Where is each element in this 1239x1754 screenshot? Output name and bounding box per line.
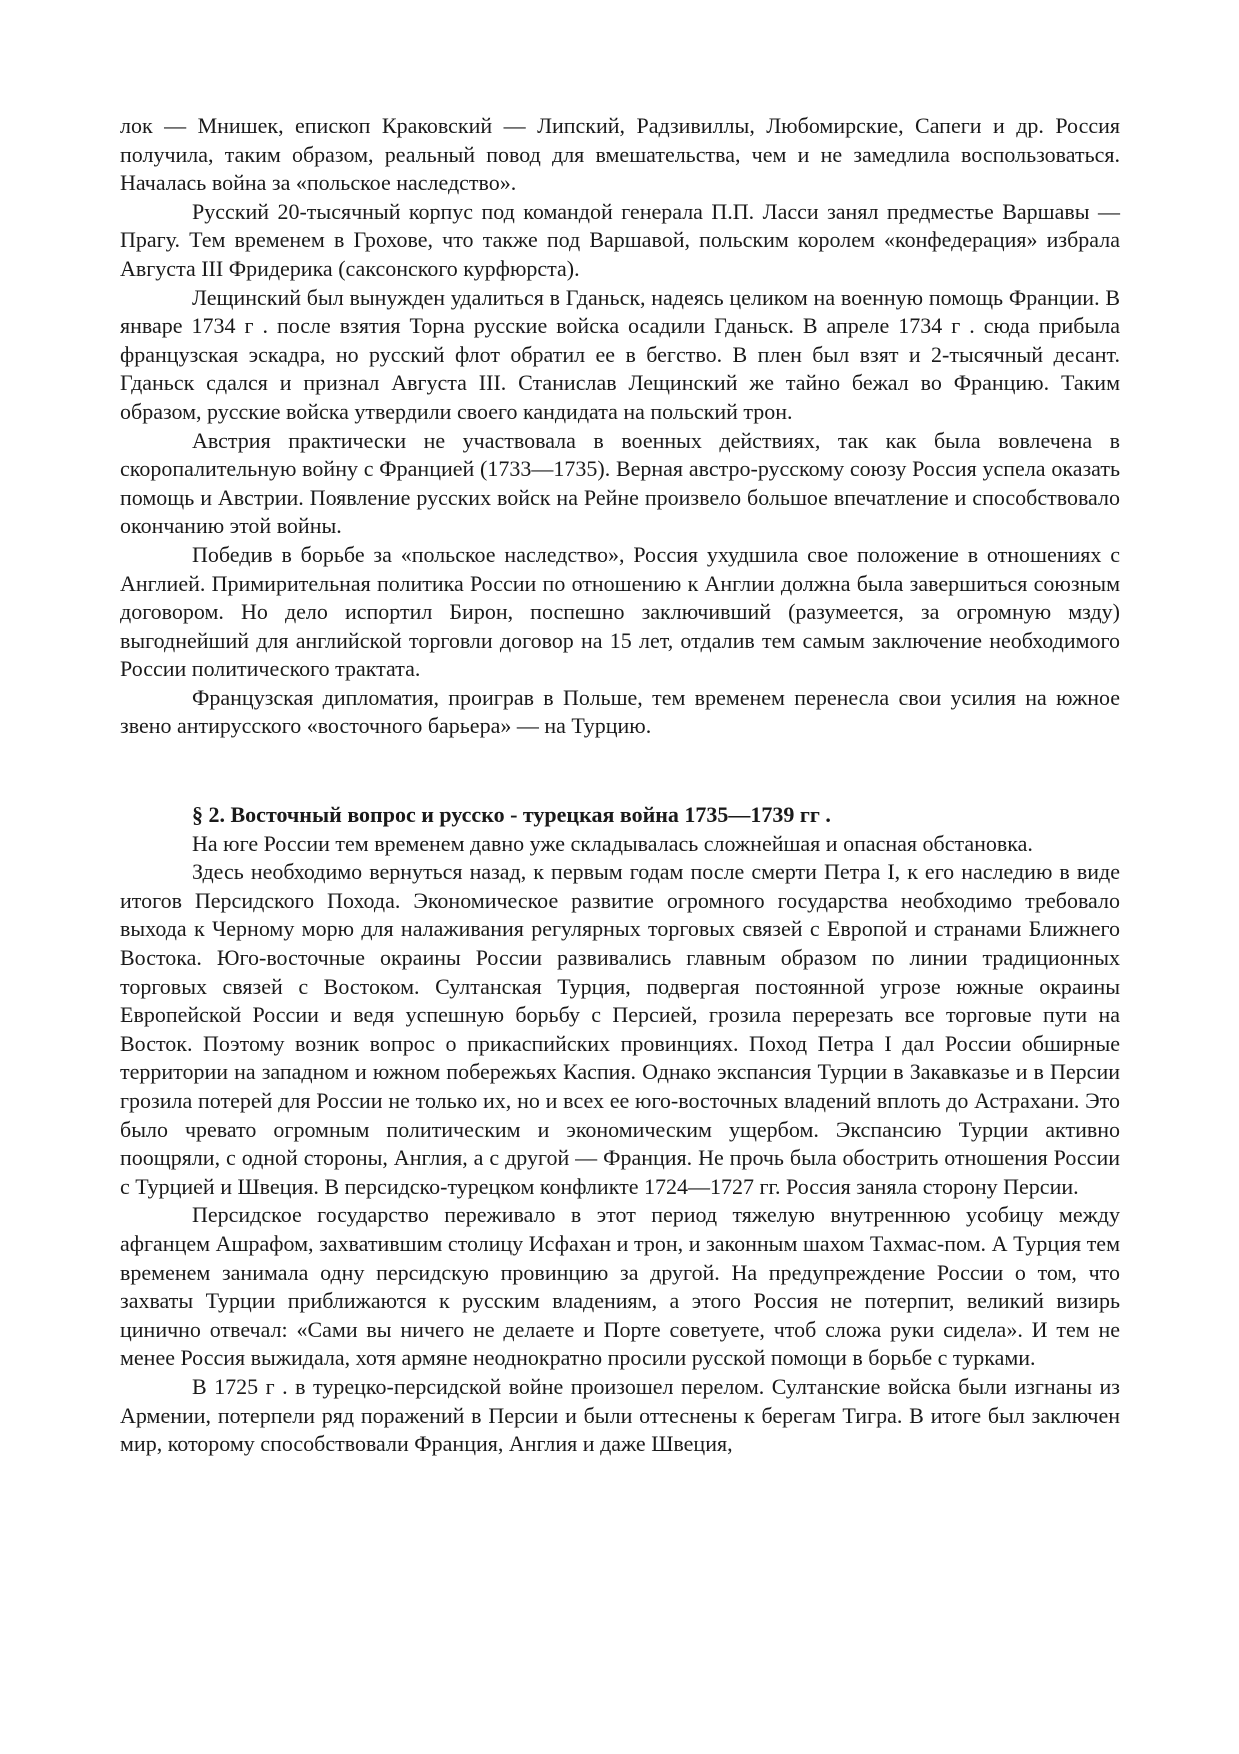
paragraph: Победив в борьбе за «польское наследство», Россия ухудшила свое положение в отношениях с Англией. Примирительная политика России по отношению к Англии должна была завершиться союзным договором. Но дело испортил Бирон, поспешно заключивший (разумеется, за огромную мзду) выгоднейший для английской торговли договор на 15 лет, отдалив тем самым заключение необходимого России политического трактата. (120, 541, 1120, 682)
paragraph: Здесь необходимо вернуться назад, к первым годам после смерти Петра I, к его наследию в виде итогов Персидского Похода. Экономическое развитие огромного государства необходимо требовало выхода к Черному морю для налаживания регулярных торговых связей с Европой и странами Ближнего Востока. Юго-восточные окраины России развивались главным образом по линии традиционных торговых связей с Востоком. Султанская Турция, подвергая постоянной угрозе южные окраины Европейской России и ведя успешную борьбу с Персией, грозила перерезать все торговые пути на Восток. Поэтому возник вопрос о прикаспийских провинциях. Поход Петра I дал России обширные территории на западном и южном побережьях Каспия. Однако экспансия Турции в Закавказье и в Персии грозила потерей для России не только их, но и всех ее юго-восточных владений вплоть до Астрахани. Это было чревато огромным политическим и экономическим ущербом. Экспансию Турции активно поощряли, с одной стороны, Англия, а с другой — Франция. Не прочь была обострить отношения России с Турцией и Швеция. В персидско-турецком конфликте 1724—1727 гг. Россия заняла сторону Персии. (120, 859, 1120, 1199)
paragraph: В 1725 г . в турецко-персидской войне произошел перелом. Султанские войска были изгнаны из Армении, потерпели ряд поражений в Персии и были оттеснены к берегам Тигра. В итоге был заключен мир, которому способствовали Франция, Англия и даже Швеция, (120, 1373, 1120, 1457)
section-spacer (120, 741, 1120, 801)
paragraph: Лещинский был вынужден удалиться в Гданьск, надеясь целиком на военную помощь Франции. В январе 1734 г . после взятия Торна русские войска осадили Гданьск. В апреле 1734 г . сюда прибыла французская эскадра, но русский флот обратил ее в бегство. В плен был взят и 2-тысячный десант. Гданьск сдался и признал Августа III. Станислав Лещинский же тайно бежал во Францию. Таким образом, русские войска утвердили своего кандидата на польский трон. (120, 284, 1120, 424)
document-page (120, 112, 1120, 1459)
paragraph-continued: лок — Мнишек, епископ Краковский — Липский, Радзивиллы, Любомирские, Сапеги и др. Россия получила, таким образом, реальный повод для вмешательства, чем и не замедлила воспользоваться. Началась война за «польское наследство». (120, 113, 1120, 196)
paragraph: На юге России тем временем давно уже складывалась сложнейшая и опасная обстановка. (192, 830, 1033, 856)
paragraph: Персидское государство переживало в этот период тяжелую внутреннюю усобицу между афганцем Ашрафом, захватившим столицу Исфахан и трон, и законным шахом Тахмас-пом. А Турция тем временем занимала одну персидскую провинцию за другой. На предупреждение России о том, что захваты Турции приближаются к русским владениям, а этого Россия не потерпит, великий визирь цинично отвечал: «Сами вы ничего не делаете и Порте советуете, чтоб сложа руки сидела». И тем не менее Россия выжидала, хотя армяне неоднократно просили русской помощи в борьбе с турками. (120, 1202, 1120, 1371)
paragraph: Французская дипломатия, проиграв в Польше, тем временем перенесла свои усилия на южное звено антирусского «восточного барьера» — на Турцию. (120, 684, 1120, 739)
paragraph: Русский 20-тысячный корпус под командой генерала П.П. Ласси занял предместье Варшавы — Прагу. Тем временем в Грохове, что также под Варшавой, польским королем «конфедерация» избрала Августа III Фридерика (саксонского курфюрста). (120, 198, 1120, 281)
paragraph: Австрия практически не участвовала в военных действиях, так как была вовлечена в скоропалительную войну с Францией (1733—1735). Верная австро-русскому союзу Россия успела оказать помощь и Австрии. Появление русских войск на Рейне произвело большое впечатление и способствовало окончанию этой войны. (120, 427, 1120, 539)
section-heading: § 2. Восточный вопрос и русско - турецкая война 1735—1739 гг . (192, 802, 831, 828)
